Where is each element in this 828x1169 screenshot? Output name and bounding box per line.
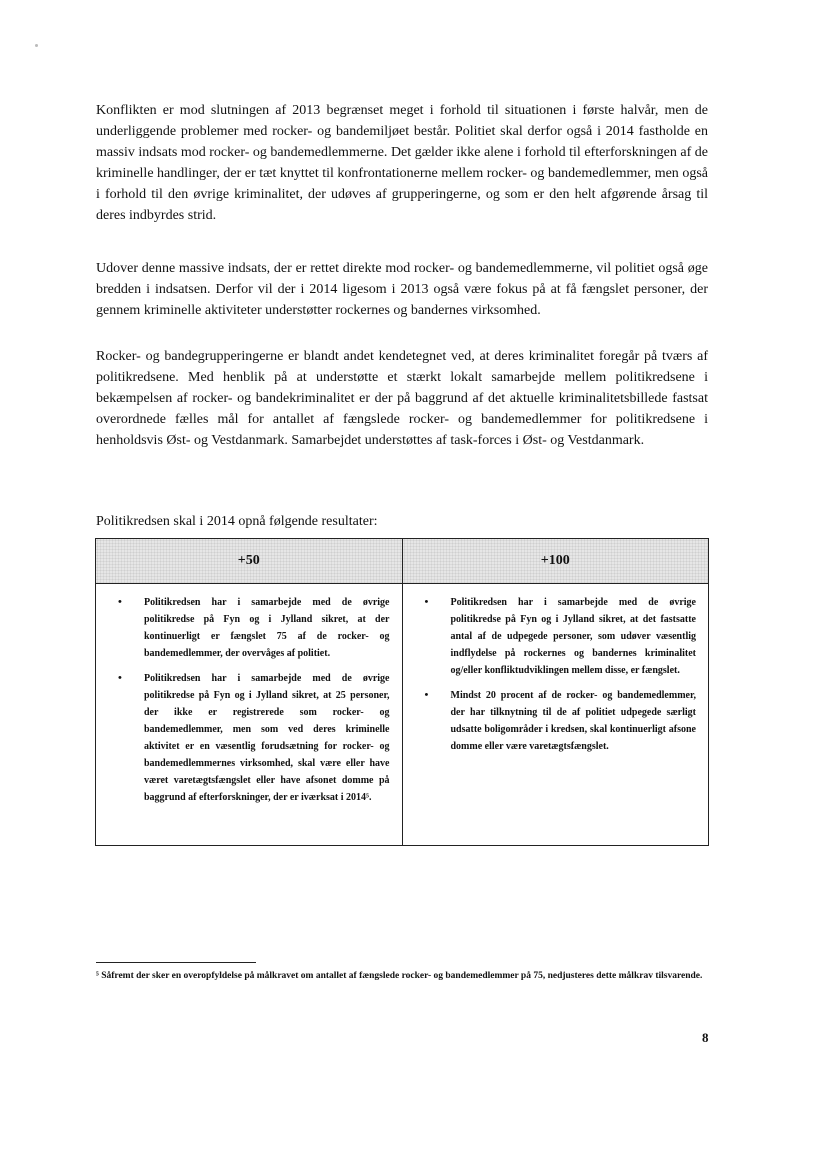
bullet-icon: • (424, 689, 429, 701)
list-item-text: Politikredsen har i samarbejde med de øvrige politikredse på Fyn og i Jylland sikret, at 25 personer, der ikke er registrerede som rocker- og bandemedlemmer, men som ved deres kriminelle aktivitet er en væsentlig forudsætning for rocker- og bandemedlemmernes virksomhed, skal være eller have været varetægtsfængslet eller have afsonet domme på baggrund af efterforskninger, der er iværksat i 2014⁵. (144, 673, 390, 803)
table-column-plus50 (96, 539, 403, 845)
results-table (95, 538, 709, 846)
list-item (425, 687, 697, 755)
list-item (118, 594, 390, 662)
results-lead-in: Politikredsen skal i 2014 opnå følgende resultater: (96, 514, 378, 529)
list-item-text: Politikredsen har i samarbejde med de øvrige politikredse på Fyn og i Jylland sikret, at det fastsatte antal af de udpegede personer, som udøver væsentlig indflydelse på rockernes og bandernes kriminalitet og/eller konfliktudviklingen mellem disse, er fængslet. (450, 597, 696, 676)
table-column-plus100 (403, 539, 709, 845)
footnote-separator (96, 962, 256, 963)
paragraph-3: Rocker- og bandegrupperingerne er blandt andet kendetegnet ved, at deres kriminalitet foregår på tværs af politikredsene. Med henblik på at understøtte et stærkt lokalt samarbejde mellem politikredsene i bekæmpelsen af rocker- og bandekriminalitet er der på baggrund af det aktuelle kriminalitetsbillede fastsat overordnede fælles mål for antallet af fængslede rocker- og bandemedlemmer for politikredsene i henholdsvis Øst- og Vestdanmark. Samarbejdet understøttes af task-forces i Øst- og Vestdanmark. (96, 349, 708, 448)
list-item-text: Mindst 20 procent af de rocker- og bandemedlemmer, der har tilknytning til de af politiet udpegede særligt udsatte boligområder i kredsen, skal kontinuerligt afsone domme eller være varetægtsfængslet. (450, 690, 696, 752)
footnote: ⁵ Såfremt der sker en overopfyldelse på målkravet om antallet af fængslede rocker- og bandemedlemmer på 75, nedjusteres dette målkrav tilsvarende. (96, 971, 703, 981)
list-item-text: Politikredsen har i samarbejde med de øvrige politikredse på Fyn og i Jylland sikret, at der kontinuerligt er fængslet 75 af de rocker- og bandemedlemmer, der overvåges af politiet. (144, 597, 390, 659)
bullet-icon: • (118, 596, 122, 608)
bullet-icon: • (118, 672, 122, 684)
list-item (425, 594, 697, 679)
page-number: 8 (702, 1030, 709, 1045)
paragraph-1: Konflikten er mod slutningen af 2013 begrænset meget i forhold til situationen i første halvår, men de underliggende problemer med rocker- og bandemiljøet består. Politiet skal derfor også i 2014 fastholde en massiv indsats mod rocker- og bandemedlemmerne. Det gælder ikke alene i forhold til efterforskningen af de kriminelle handlinger, der er tæt knyttet til konfrontationerne mellem rocker- og bandemedlemmer, men også i forhold til den øvrige kriminalitet, der udøves af grupperingerne, og som er den helt afgørende årsag til deres indbyrdes strid. (96, 103, 708, 223)
bullet-icon: • (424, 596, 429, 608)
bullet-list (118, 594, 390, 806)
table-header-plus50: +50 (96, 539, 402, 584)
table-cell-plus100 (403, 584, 709, 763)
table-cell-plus50 (96, 584, 402, 814)
list-item (118, 670, 390, 806)
paragraph-2: Udover denne massive indsats, der er rettet direkte mod rocker- og bandemedlemmerne, vil politiet også øge bredden i indsatsen. Derfor vil der i 2014 ligesom i 2013 også være fokus på at få fængslet personer, der gennem kriminelle aktiviteter understøtter rockernes og bandernes virksomhed. (96, 261, 708, 318)
table-header-plus100: +100 (403, 539, 709, 584)
scan-speck (35, 44, 38, 47)
bullet-list (425, 594, 697, 755)
